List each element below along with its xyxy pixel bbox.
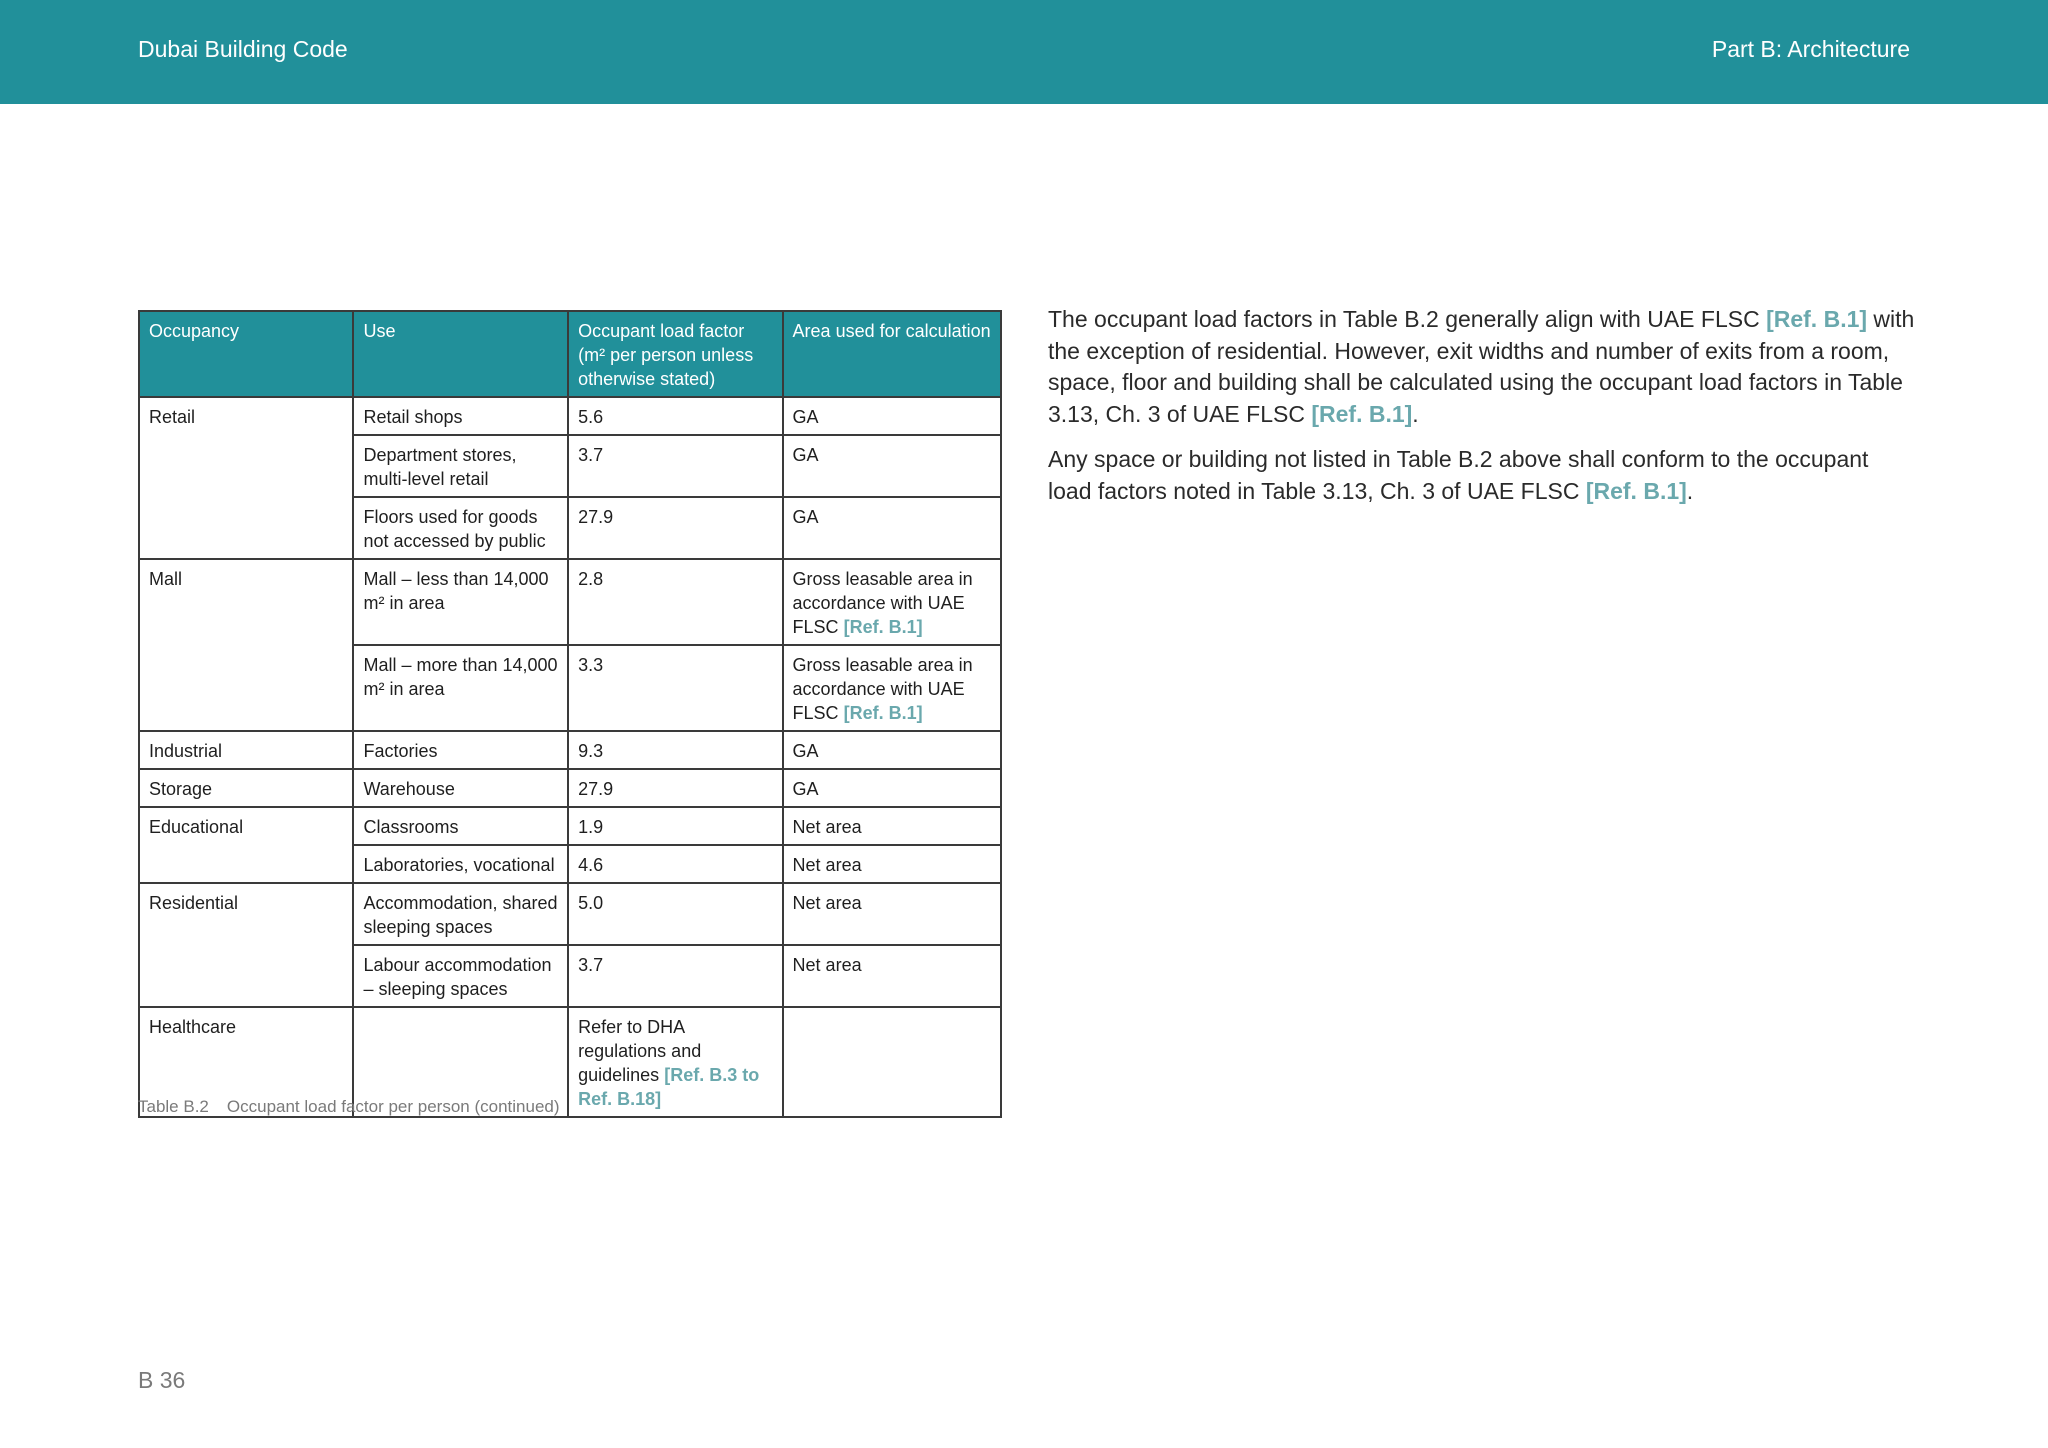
text-span: Any space or building not listed in Table B.2 above shall conform to the occupant load factors noted in Table 3.13, Ch. 3 of UAE FLSC [1048,446,1869,504]
occupancy-cell: Healthcare [139,1007,353,1117]
area-cell: Net area [783,883,1001,945]
occupant-load-table [138,310,1002,1118]
table-row [139,807,1001,845]
area-cell: GA [783,769,1001,807]
area-cell: Net area [783,845,1001,883]
section-title: Part B: Architecture [1711,36,1910,62]
occupancy-cell: Industrial [139,731,353,769]
text-span: with the exception of residential. However, exit widths and number of exits from a room, space, floor and building shall be calculated using the occupant load factors in Table 3.13, Ch. 3 of UAE FLSC [1048,306,1915,427]
area-cell: Net area [783,807,1001,845]
area-cell [783,559,1001,645]
table-row [139,559,1001,645]
factor-text: Refer to DHA regulations and guidelines [578,1017,702,1085]
use-cell: Labour accommodation – sleeping spaces [353,945,568,1007]
reference-link[interactable]: [Ref. B.1] [1311,400,1413,427]
text-span: . [1686,477,1694,504]
occupancy-cell: Residential [139,883,353,1007]
caption-id: Table B.2 [138,1097,209,1116]
page-header [0,0,2048,104]
factor-cell: 27.9 [568,497,782,559]
header-occupancy: Occupancy [139,311,353,397]
table-header-row [139,311,1001,397]
area-text: Gross leasable area in accordance with UAE FLSC [792,655,973,723]
table-row [139,883,1001,945]
page-number: B 36 [138,1367,186,1393]
factor-cell: 4.6 [568,845,782,883]
use-cell: Factories [353,731,568,769]
area-cell [783,645,1001,731]
area-cell: Net area [783,945,1001,1007]
factor-cell: 5.6 [568,397,782,435]
area-cell: GA [783,397,1001,435]
area-cell: GA [783,497,1001,559]
table-caption [138,1097,560,1117]
header-factor: Occupant load factor (m² per person unless otherwise stated) [568,311,782,397]
use-cell: Retail shops [353,397,568,435]
factor-cell: 2.8 [568,559,782,645]
table-row [139,731,1001,769]
use-cell: Classrooms [353,807,568,845]
factor-cell: 3.7 [568,945,782,1007]
area-cell: GA [783,731,1001,769]
use-cell: Laboratories, vocational [353,845,568,883]
table-row [139,397,1001,435]
occupancy-cell: Storage [139,769,353,807]
occupancy-cell: Retail [139,397,353,559]
factor-cell: 3.3 [568,645,782,731]
use-cell: Mall – less than 14,000 m² in area [353,559,568,645]
area-cell [783,1007,1001,1117]
use-cell: Mall – more than 14,000 m² in area [353,645,568,731]
use-cell: Floors used for goods not accessed by public [353,497,568,559]
occupancy-cell: Educational [139,807,353,883]
factor-cell: 27.9 [568,769,782,807]
reference-link[interactable]: [Ref. B.1] [843,617,923,637]
paragraph-2 [1048,444,1918,507]
occupancy-cell: Mall [139,559,353,731]
reference-link[interactable]: [Ref. B.3 to Ref. B.18] [578,1065,760,1109]
use-cell: Accommodation, shared sleeping spaces [353,883,568,945]
document-title: Dubai Building Code [138,36,348,62]
area-cell: GA [783,435,1001,497]
text-span: The occupant load factors in Table B.2 generally align with UAE FLSC [1048,306,1767,332]
use-cell: Department stores, multi-level retail [353,435,568,497]
header-use: Use [353,311,568,397]
use-cell: Warehouse [353,769,568,807]
body-text [1048,304,1918,521]
table-row [139,769,1001,807]
factor-cell [568,1007,782,1117]
factor-cell: 5.0 [568,883,782,945]
area-text: Gross leasable area in accordance with UAE FLSC [792,569,973,637]
caption-text: Occupant load factor per person (continued) [226,1097,560,1116]
reference-link[interactable]: [Ref. B.1] [1585,477,1687,504]
header-area: Area used for calculation [783,311,1001,397]
factor-cell: 9.3 [568,731,782,769]
paragraph-1 [1048,304,1918,430]
factor-cell: 1.9 [568,807,782,845]
text-span: . [1412,400,1419,427]
reference-link[interactable]: [Ref. B.1] [843,703,923,723]
reference-link[interactable]: [Ref. B.1] [1766,306,1868,332]
factor-cell: 3.7 [568,435,782,497]
